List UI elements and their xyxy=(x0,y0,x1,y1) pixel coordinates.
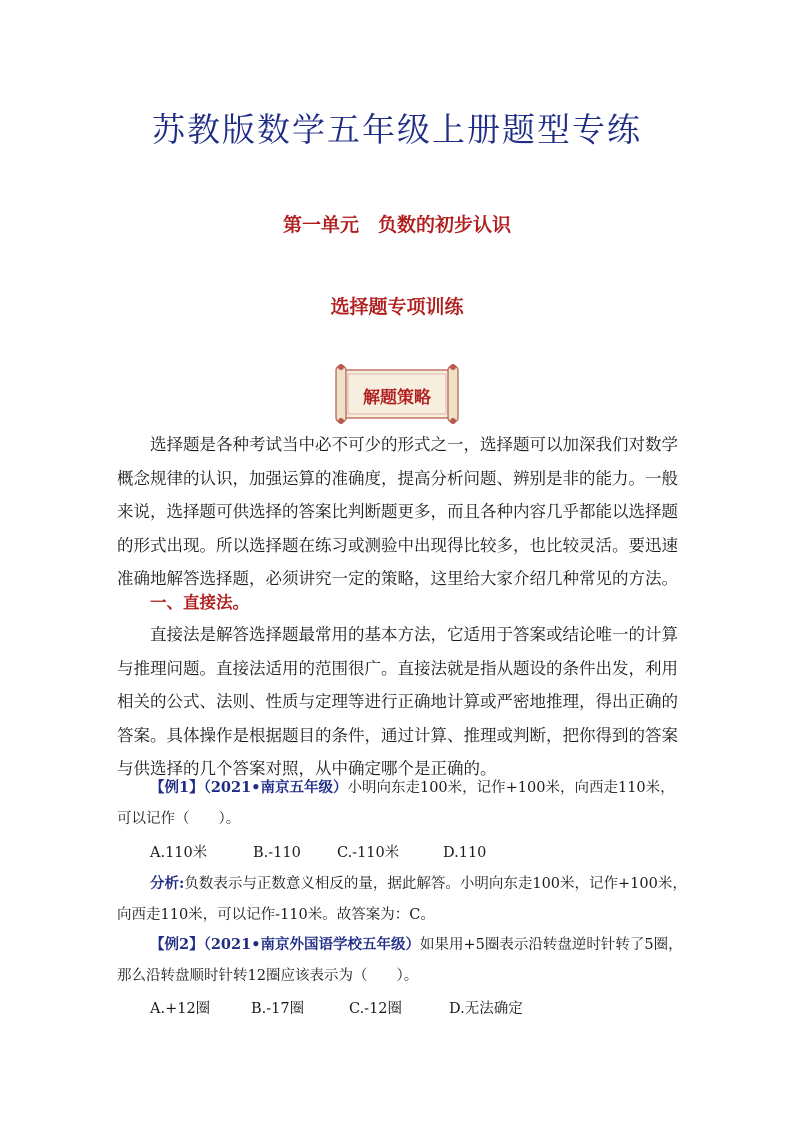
option-a: A.+12圈 xyxy=(150,1001,211,1017)
example-1 xyxy=(117,772,687,835)
option-d: D.110 xyxy=(443,845,487,861)
option-d: D.无法确定 xyxy=(449,1001,523,1017)
option-b: B.-110 xyxy=(253,845,301,861)
example-2-options xyxy=(150,997,523,1018)
option-c: C.-110米 xyxy=(337,845,400,861)
example-1-question: 小明向东走100米，记作+100米，向西走110米，可以记作（ ）。 xyxy=(117,780,675,827)
method-heading: 一、直接法。 xyxy=(150,593,249,612)
section-title: 选择题专项训练 xyxy=(330,296,464,318)
example-2 xyxy=(117,929,687,992)
banner-label: 解题策略 xyxy=(363,388,431,408)
analysis-tag: 分析: xyxy=(150,875,185,892)
example-2-question: 如果用+5圈表示沿转盘逆时针转了5圈，那么沿转盘顺时针转12圈应该表示为（ ）。 xyxy=(117,937,683,984)
option-c: C.-12圈 xyxy=(349,1001,403,1017)
method-paragraph: 直接法是解答选择题最常用的基本方法，它适用于答案或结论唯一的计算与推理问题。直接法适用的范围很广。直接法就是指从题设的条件出发，利用相关的公式、法则、性质与定理等进行正确地计算或严密地推理，得出正确的答案。具体操作是根据题目的条件，通过计算、推理或判断，把你得到的答案与供选择的几个答案对照，从中确定哪个是正确的。 xyxy=(117,625,678,778)
document-title: 苏教版数学五年级上册题型专练 xyxy=(152,110,642,149)
unit-title: 第一单元 负数的初步认识 xyxy=(282,214,511,236)
intro-paragraph: 选择题是各种考试当中必不可少的形式之一，选择题可以加深我们对数学概念规律的认识，加强运算的准确度，提高分析问题、辨别是非的能力。一般来说，选择题可供选择的答案比判断题更多，而且各种内容几乎都能以选择题的形式出现。所以选择题在练习或测验中出现得比较多，也比较灵活。要迅速准确地解答选择题，必须讲究一定的策略，这里给大家介绍几种常见的方法。 xyxy=(117,435,678,588)
example-1-tag: 【例1】（2021•南京五年级） xyxy=(150,779,348,796)
analysis-text: 负数表示与正数意义相反的量，据此解答。小明向东走100米，记作+100米，向西走110米，可以记作-110米。故答案为：C。 xyxy=(117,876,687,923)
example-1-options xyxy=(150,841,486,862)
example-2-tag: 【例2】（2021•南京外国语学校五年级） xyxy=(150,936,420,953)
option-b: B.-17圈 xyxy=(251,1001,305,1017)
option-a: A.110米 xyxy=(150,845,208,861)
strategy-banner xyxy=(330,364,464,424)
example-1-analysis xyxy=(117,868,687,931)
